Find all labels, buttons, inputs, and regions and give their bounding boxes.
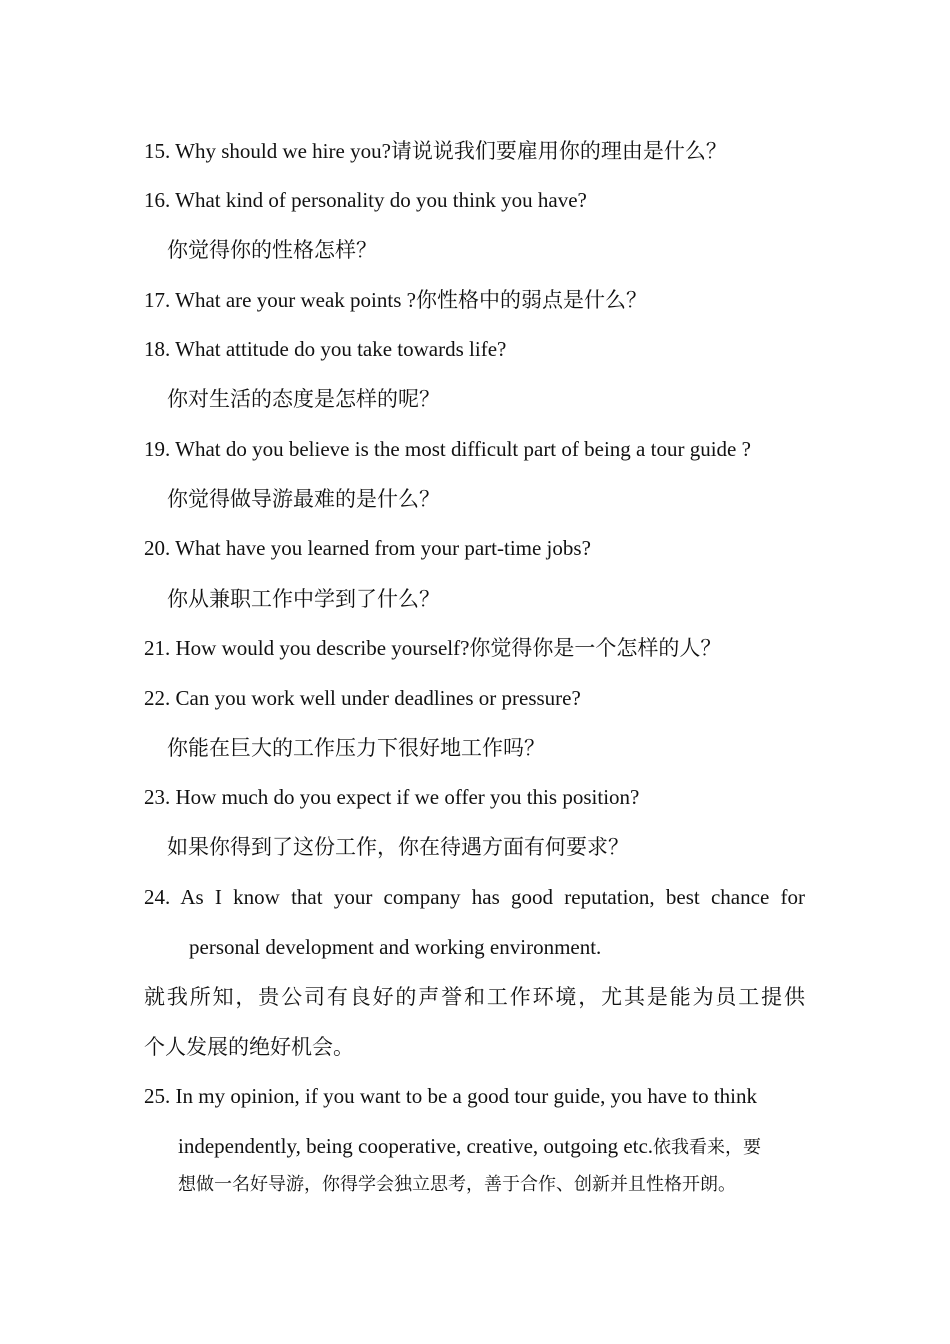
question-22: 22. Can you work well under deadlines or pressure? [144,686,581,710]
question-15: 15. Why should we hire you?请说说我们要雇用你的理由是什么？ [144,139,727,163]
question-23-translation: 如果你得到了这份工作，你在待遇方面有何要求？ [167,835,629,859]
answer-24-translation-line-2: 个人发展的绝好机会。 [144,1035,354,1059]
question-18: 18. What attitude do you take towards life? [144,337,507,361]
question-20-translation: 你从兼职工作中学到了什么？ [167,587,440,611]
answer-25-line-1: 25. In my opinion, if you want to be a good tour guide, you have to think [144,1084,757,1108]
question-19: 19. What do you believe is the most difficult part of being a tour guide ? [144,437,751,461]
question-19-translation: 你觉得做导游最难的是什么？ [167,487,440,511]
question-22-translation: 你能在巨大的工作压力下很好地工作吗？ [167,736,545,760]
answer-24-line-1: 24. As I know that your company has good reputation, best chance for [144,885,805,909]
question-20: 20. What have you learned from your part-time jobs? [144,536,591,560]
answer-25-english-tail: independently, being cooperative, creative, outgoing etc. [178,1134,654,1158]
question-17: 17. What are your weak points ?你性格中的弱点是什么？ [144,288,647,312]
question-23: 23. How much do you expect if we offer you this position? [144,785,640,809]
answer-24-translation-line-1: 就我所知，贵公司有良好的声誉和工作环境，尤其是能为员工提供 [144,985,805,1009]
question-16-translation: 你觉得你的性格怎样？ [167,238,377,262]
answer-25-translation-line: 想做一名好导游，你得学会独立思考，善于合作、创新并且性格开朗。 [178,1174,736,1194]
question-16: 16. What kind of personality do you think you have? [144,188,587,212]
answer-25-chinese-start: 依我看来，要 [653,1137,762,1157]
question-21: 21. How would you describe yourself?你觉得你是一个怎样的人？ [144,636,722,660]
answer-24-line-2: personal development and working environment. [189,935,602,959]
answer-25-line-2 [178,1132,761,1161]
question-18-translation: 你对生活的态度是怎样的呢？ [167,387,440,411]
